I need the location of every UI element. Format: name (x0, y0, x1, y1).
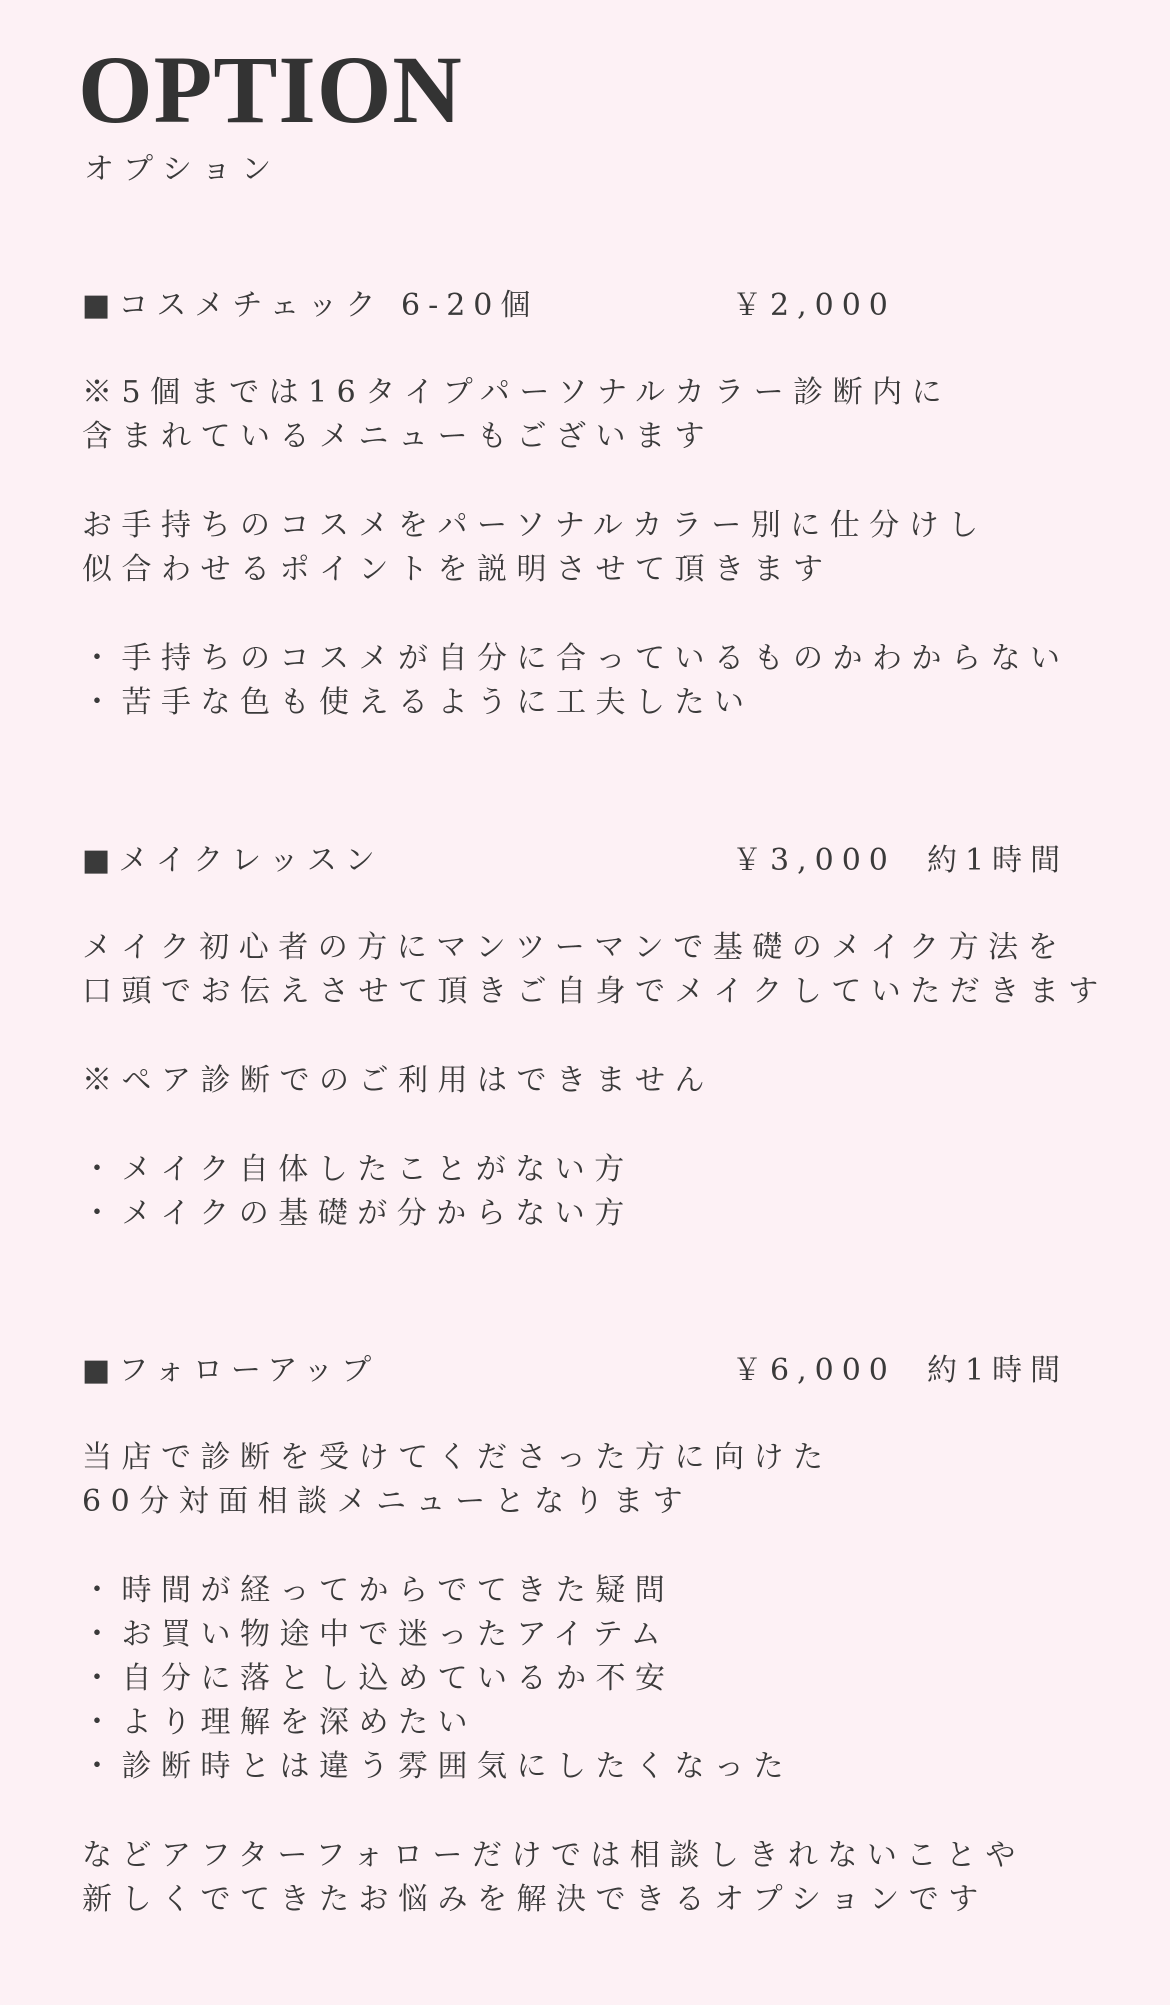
section-name: ■フォローアップ (82, 1353, 380, 1388)
description-line: メイク初心者の方にマンツーマンで基礎のメイク方法を (82, 930, 1068, 965)
note-line: 含まれているメニューもございます (82, 419, 714, 454)
section-duration: 約1時間 (927, 1353, 1069, 1388)
section-name: ■メイクレッスン (82, 843, 383, 878)
page-subtitle: オプション (84, 152, 282, 187)
section-price: ￥3,000 (732, 843, 896, 878)
bullet-item: ・メイクの基礎が分からない方 (82, 1196, 634, 1231)
bullet-item: ・診断時とは違う雰囲気にしたくなった (82, 1749, 793, 1784)
section-make-lesson (82, 835, 1142, 1236)
note-line: ※ペア診断でのご利用はできません (82, 1063, 714, 1098)
bullet-item: ・時間が経ってからでてきた疑問 (82, 1573, 675, 1608)
section-header (82, 280, 1142, 324)
bullet-item: ・お買い物途中で迷ったアイテム (82, 1617, 671, 1652)
bullet-item: ・より理解を深めたい (82, 1705, 477, 1740)
section-name: ■コスメチェック 6-20個 (82, 288, 539, 323)
description-line: お手持ちのコスメをパーソナルカラー別に仕分けし (82, 508, 988, 543)
bullet-item: ・苦手な色も使えるように工夫したい (82, 685, 754, 720)
description-line: 口頭でお伝えさせて頂きご自身でメイクしていただきます (82, 974, 1108, 1009)
section-follow-up (82, 1345, 1142, 1922)
section-header (82, 1345, 1142, 1389)
note-line: ※5個までは16タイプパーソナルカラー診断内に (82, 375, 952, 410)
section-duration: 約1時間 (927, 843, 1069, 878)
description-line: 当店で診断を受けてくださった方に向けた (82, 1440, 833, 1475)
closing-line: などアフターフォローだけでは相談しきれないことや (82, 1838, 1025, 1873)
section-price: ￥2,000 (732, 288, 896, 323)
description-line: 60分対面相談メニューとなります (82, 1484, 693, 1519)
description-line: 似合わせるポイントを説明させて頂きます (82, 552, 833, 587)
bullet-item: ・自分に落とし込めているか不安 (82, 1661, 675, 1696)
section-cosme-check (82, 280, 1142, 725)
section-header (82, 835, 1142, 879)
section-price: ￥6,000 (732, 1353, 896, 1388)
bullet-item: ・メイク自体したことがない方 (82, 1152, 634, 1187)
closing-line: 新しくでてきたお悩みを解決できるオプションです (82, 1882, 988, 1917)
bullet-item: ・手持ちのコスメが自分に合っているものかわからない (82, 641, 1070, 676)
page-title: OPTION (78, 36, 463, 143)
